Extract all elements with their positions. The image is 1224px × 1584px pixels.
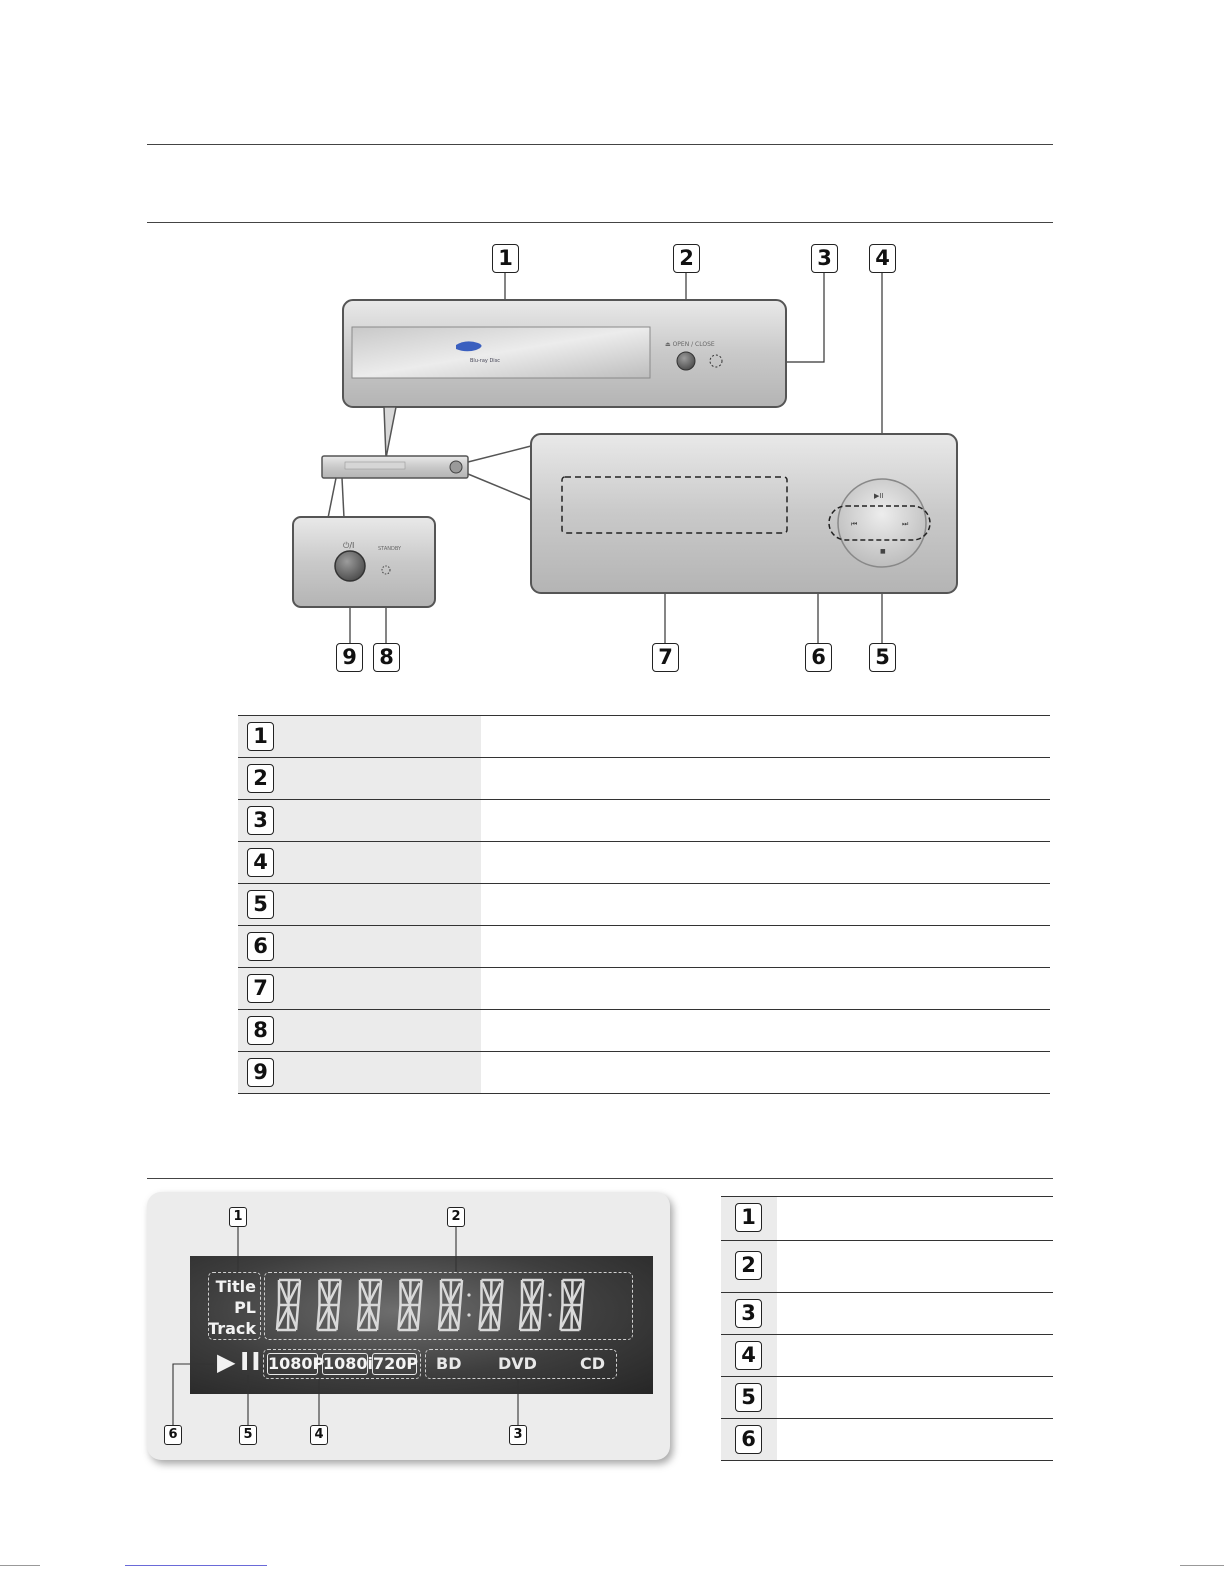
display-callout-5: 5 (239, 1425, 257, 1445)
row-number: 9 (247, 1058, 274, 1087)
row-number: 2 (735, 1251, 762, 1280)
display-table (721, 1196, 1053, 1461)
row-description (481, 1010, 1050, 1051)
callout-1: 1 (492, 244, 519, 273)
open-close-label: ⏏ OPEN / CLOSE (665, 341, 715, 348)
table-row (721, 1377, 1053, 1419)
mode-label-title: Title (215, 1277, 256, 1296)
row-number: 1 (247, 722, 274, 751)
callout-4: 4 (869, 244, 896, 273)
front-panel-table (238, 715, 1050, 1094)
callout-8: 8 (373, 643, 400, 672)
pause-indicator-icon: II (240, 1347, 263, 1376)
row-number: 1 (735, 1203, 762, 1232)
section-rule-display (147, 1178, 1053, 1179)
skip-forward-button[interactable]: ⏭ (902, 520, 909, 528)
table-row (238, 926, 1050, 968)
mode-label-track: Track (208, 1319, 256, 1338)
row-description (777, 1197, 1053, 1240)
segment-display-outline (264, 1272, 633, 1340)
display-callout-3: 3 (509, 1425, 527, 1445)
table-row (238, 1052, 1050, 1094)
row-number: 7 (247, 974, 274, 1003)
footer-rule-right (1180, 1565, 1224, 1566)
play-pause-button[interactable]: ▶II (874, 492, 884, 500)
stop-button[interactable]: ■ (880, 548, 886, 555)
mode-label-pl: PL (234, 1298, 256, 1317)
row-description (481, 968, 1050, 1009)
row-number: 5 (735, 1383, 762, 1412)
table-row (238, 884, 1050, 926)
row-description (777, 1419, 1053, 1460)
row-description (481, 1052, 1050, 1093)
footer-link-underline[interactable] (125, 1565, 267, 1566)
disc-type-outline (425, 1349, 617, 1379)
row-description (481, 800, 1050, 841)
callout-3: 3 (811, 244, 838, 273)
callout-6: 6 (805, 643, 832, 672)
display-callout-2: 2 (447, 1207, 465, 1227)
row-number: 3 (247, 806, 274, 835)
table-row (238, 716, 1050, 758)
callout-7: 7 (652, 643, 679, 672)
row-description (777, 1241, 1053, 1292)
row-description (481, 926, 1050, 967)
table-row (721, 1419, 1053, 1461)
row-description (481, 758, 1050, 799)
bluray-logo-text: Blu-ray Disc (470, 358, 501, 364)
standby-label: STANDBY (378, 546, 402, 552)
row-number: 4 (735, 1341, 762, 1370)
row-number: 3 (735, 1299, 762, 1328)
resolution-outline (263, 1349, 421, 1379)
skip-back-button[interactable]: ⏮ (851, 520, 858, 528)
display-callout-4: 4 (310, 1425, 328, 1445)
row-number: 6 (247, 932, 274, 961)
callout-5: 5 (869, 643, 896, 672)
row-description (481, 842, 1050, 883)
row-description (777, 1293, 1053, 1334)
table-row (238, 1010, 1050, 1052)
resolution-720p: 720P (373, 1354, 419, 1373)
resolution-1080p: 1080P (268, 1354, 325, 1373)
table-row (721, 1197, 1053, 1241)
callout-2: 2 (673, 244, 700, 273)
row-description (777, 1335, 1053, 1376)
row-number: 5 (247, 890, 274, 919)
table-row (721, 1335, 1053, 1377)
open-close-button[interactable] (677, 352, 695, 370)
play-indicator-icon: ▶ (217, 1348, 236, 1376)
row-description (777, 1377, 1053, 1418)
display-callout-1: 1 (229, 1207, 247, 1227)
display-callout-6: 6 (164, 1425, 182, 1445)
row-number: 4 (247, 848, 274, 877)
table-row (238, 758, 1050, 800)
table-row (238, 842, 1050, 884)
table-row (721, 1241, 1053, 1293)
resolution-1080i: 1080i (323, 1354, 374, 1373)
mode-labels-outline (208, 1272, 261, 1340)
disc-type-dvd: DVD (498, 1354, 537, 1373)
footer-rule-left (0, 1565, 40, 1566)
power-button[interactable] (335, 551, 365, 581)
disc-type-cd: CD (580, 1354, 606, 1373)
table-row (238, 800, 1050, 842)
disc-type-bd: BD (436, 1354, 462, 1373)
row-description (481, 884, 1050, 925)
front-panel-diagram (0, 0, 1224, 700)
callout-9: 9 (336, 643, 363, 672)
table-row (721, 1293, 1053, 1335)
row-number: 2 (247, 764, 274, 793)
table-row (238, 968, 1050, 1010)
row-number: 8 (247, 1016, 274, 1045)
power-symbol: ⏻/I (343, 541, 355, 550)
row-number: 6 (735, 1425, 762, 1454)
row-description (481, 716, 1050, 757)
